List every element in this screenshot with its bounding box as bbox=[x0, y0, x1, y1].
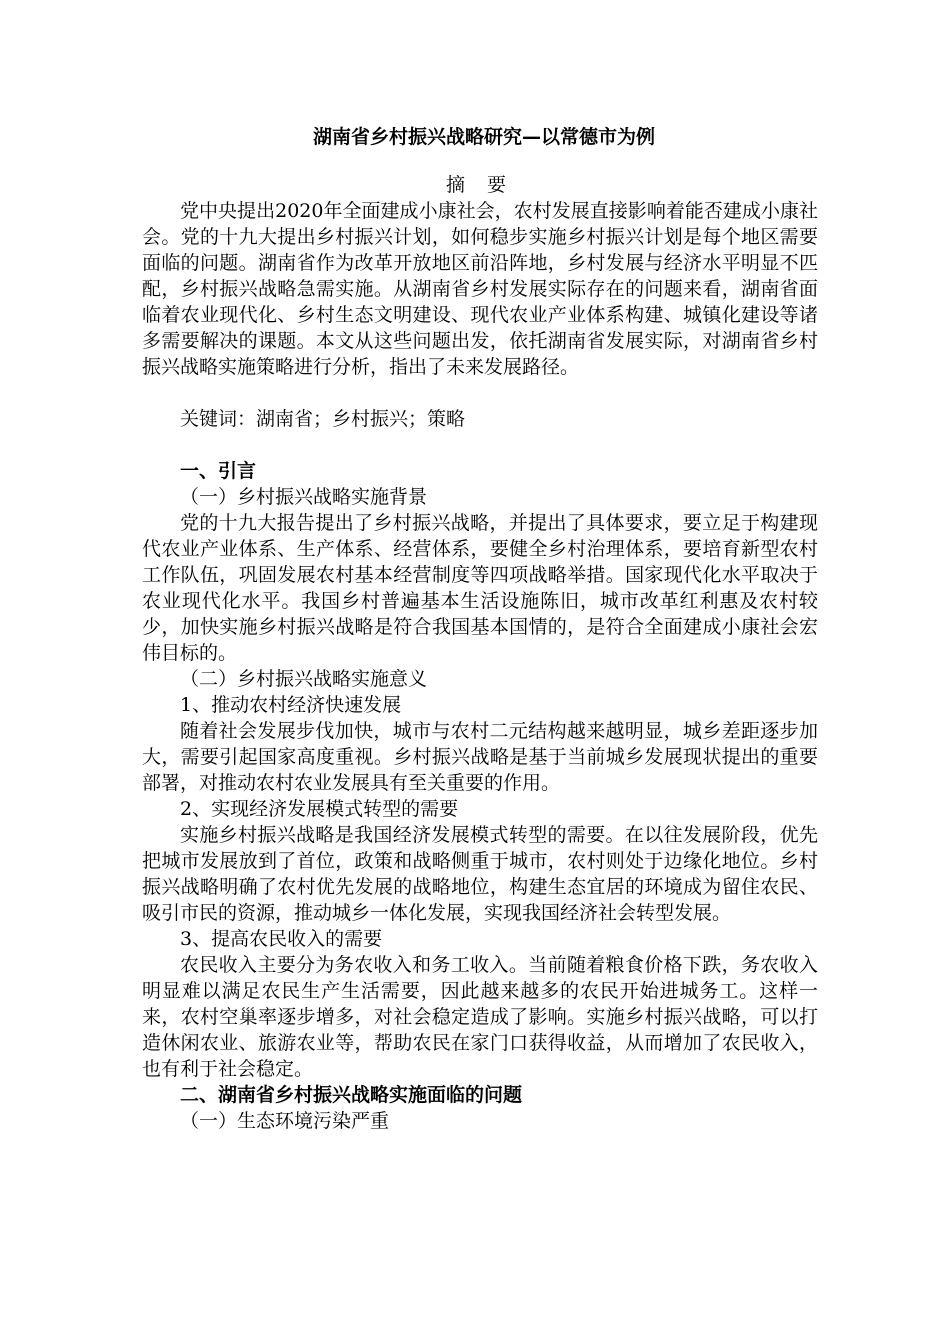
item-heading-transformation: 2、实现经济发展模式转型的需要 bbox=[180, 798, 459, 820]
keywords-line: 关键词：湖南省；乡村振兴；策略 bbox=[180, 408, 466, 430]
document-body bbox=[142, 122, 818, 1134]
abstract-paragraph: 党中央提出2020年全面建成小康社会，农村发展直接影响着能否建成小康社会。党的十九大提出乡村振兴计划，如何稳步实施乡村振兴计划是每个地区需要面临的问题。湖南省作为改革开放地区前沿阵地，乡村发展与经济水平明显不匹配，乡村振兴战略急需实施。从湖南省乡村发展实际存在的问题来看，湖南省面临着农业现代化、乡村生态文明建设、现代农业产业体系构建、城镇化建设等诸多需要解决的课题。本文从这些问题出发，依托湖南省发展实际，对湖南省乡村振兴战略实施策略进行分析，指出了未来发展路径。 bbox=[142, 200, 818, 378]
subsection-heading-background: （一）乡村振兴战略实施背景 bbox=[180, 486, 428, 508]
item-heading-economy: 1、推动农村经济快速发展 bbox=[180, 694, 402, 716]
subsection-heading-pollution: （一）生态环境污染严重 bbox=[180, 1110, 390, 1132]
item-heading-income: 3、提高农民收入的需要 bbox=[180, 928, 383, 950]
paragraph-background: 党的十九大报告提出了乡村振兴战略，并提出了具体要求，要立足于构建现代农业产业体系、生产体系、经营体系，要健全乡村治理体系，要培育新型农村工作队伍，巩固发展农村基本经营制度等四项战略举措。国家现代化水平取决于农业现代化水平。我国乡村普遍基本生活设施陈旧，城市改革红利惠及农村较少，加快实施乡村振兴战略是符合我国基本国情的，是符合全面建成小康社会宏伟目标的。 bbox=[142, 512, 818, 664]
document-title: 湖南省乡村振兴战略研究—以常德市为例 bbox=[312, 126, 655, 148]
section-heading-problems: 二、湖南省乡村振兴战略实施面临的问题 bbox=[180, 1084, 523, 1106]
subsection-heading-significance: （二）乡村振兴战略实施意义 bbox=[180, 668, 428, 690]
section-heading-introduction: 一、引言 bbox=[180, 460, 257, 482]
abstract-heading: 摘 要 bbox=[445, 174, 515, 196]
paragraph-economy: 随着社会发展步伐加快，城市与农村二元结构越来越明显，城乡差距逐步加大，需要引起国家高度重视。乡村振兴战略是基于当前城乡发展现状提出的重要部署，对推动农村农业发展具有至关重要的作用。 bbox=[142, 720, 818, 794]
paragraph-income: 农民收入主要分为务农收入和务工收入。当前随着粮食价格下跌，务农收入明显难以满足农民生产生活需要，因此越来越多的农民开始进城务工。这样一来，农村空巢率逐步增多，对社会稳定造成了影响。实施乡村振兴战略，可以打造休闲农业、旅游农业等，帮助农民在家门口获得收益，从而增加了农民收入，也有利于社会稳定。 bbox=[142, 954, 818, 1080]
paragraph-transformation: 实施乡村振兴战略是我国经济发展模式转型的需要。在以往发展阶段，优先把城市发展放到了首位，政策和战略侧重于城市，农村则处于边缘化地位。乡村振兴战略明确了农村优先发展的战略地位，构建生态宜居的环境成为留住农民、吸引市民的资源，推动城乡一体化发展，实现我国经济社会转型发展。 bbox=[142, 824, 818, 924]
